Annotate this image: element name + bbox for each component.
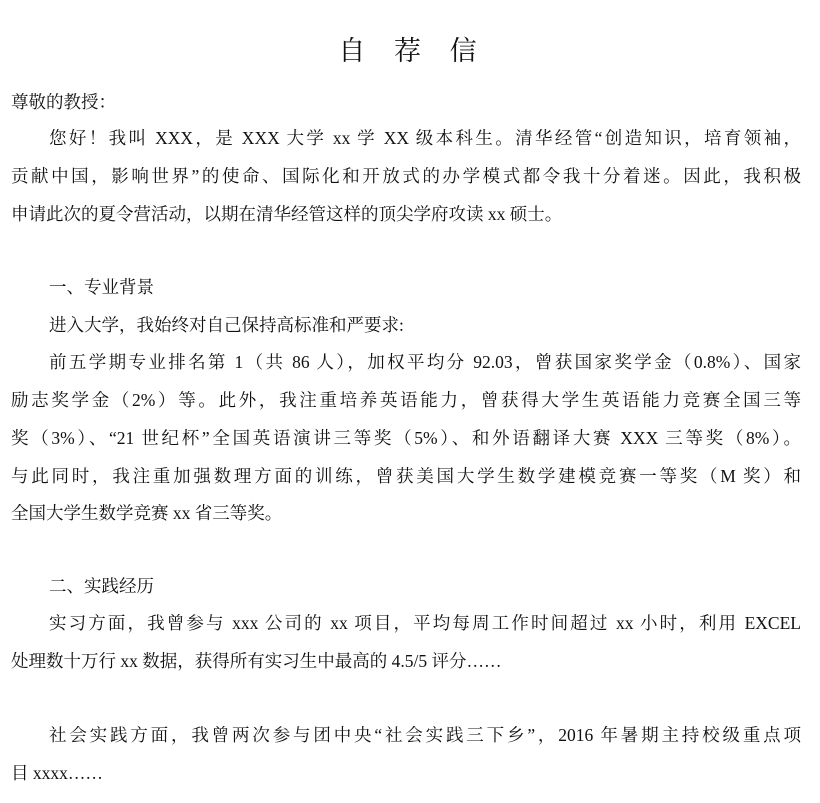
section1-body-line-1: 前五学期专业排名第 1（共 86 人），加权平均分 92.03，曾获国家奖学金（0.8%）、国家 — [49, 352, 801, 372]
section2-heading: 二、实践经历 — [49, 576, 154, 596]
letter-title: 自 荐 信 — [338, 36, 487, 67]
internship-line-2: 处理数十万行 xx 数据，获得所有实习生中最高的 4.5/5 评分…… — [11, 651, 502, 671]
section1-heading: 一、专业背景 — [49, 277, 154, 297]
intro-line-2: 贡献中国，影响世界”的使命、国际化和开放式的办学模式都令我十分着迷。因此，我积极 — [11, 166, 801, 186]
section1-body-line-3: 奖（3%）、“21 世纪杯”全国英语演讲三等奖（5%）、和外语翻译大赛 XXX 三等奖（8%）。 — [11, 428, 801, 448]
intro-line-1: 您好！我叫 XXX，是 XXX 大学 xx 学 XX 级本科生。清华经管“创造知识，培育领袖， — [49, 128, 801, 148]
section1-lead: 进入大学，我始终对自己保持高标准和严要求: — [49, 315, 404, 335]
salutation: 尊敬的教授： — [11, 92, 116, 112]
section1-body-line-5: 全国大学生数学竞赛 xx 省三等奖。 — [11, 503, 283, 523]
social-line-2: 目 xxxx…… — [11, 763, 103, 783]
internship-line-1: 实习方面，我曾参与 xxx 公司的 xx 项目，平均每周工作时间超过 xx 小时，利用 EXCEL — [49, 613, 801, 633]
section1-body-line-2: 励志奖学金（2%）等。此外，我注重培养英语能力，曾获得大学生英语能力竞赛全国三等 — [11, 390, 801, 410]
intro-line-3: 申请此次的夏令营活动，以期在清华经管这样的顶尖学府攻读 xx 硕士。 — [11, 204, 563, 224]
section1-body-line-4: 与此同时，我注重加强数理方面的训练，曾获美国大学生数学建模竞赛一等奖（M 奖）和 — [11, 466, 801, 486]
social-line-1: 社会实践方面，我曾两次参与团中央“社会实践三下乡”，2016 年暑期主持校级重点项 — [49, 725, 801, 745]
